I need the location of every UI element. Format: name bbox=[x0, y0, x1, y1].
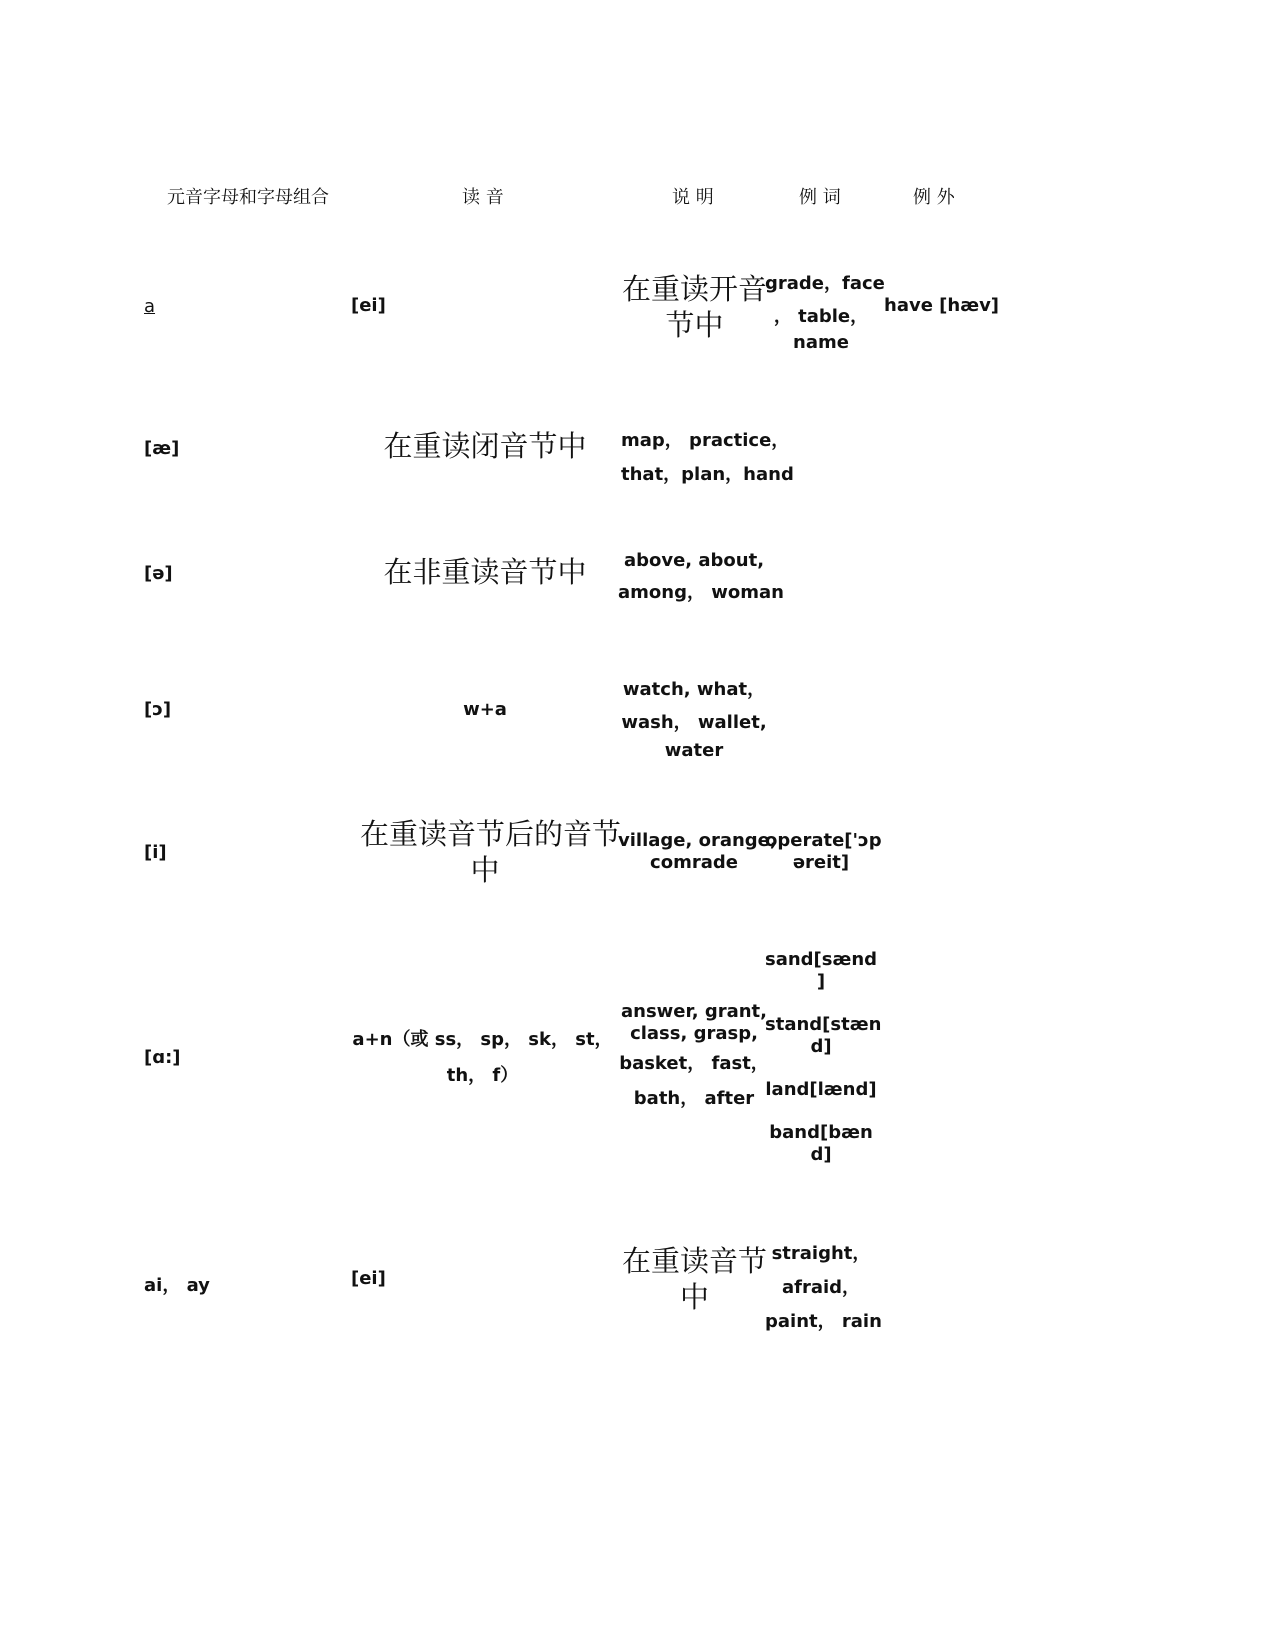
row-note: 在重读开音 节中 bbox=[622, 272, 768, 342]
row-exception: operate['ɔp əreit] bbox=[765, 830, 882, 873]
header-exceptions: 例 外 bbox=[913, 187, 955, 208]
row-examples: village, orange, comrade bbox=[618, 830, 777, 873]
row-examples: straight， afraid， paint， rain bbox=[765, 1243, 882, 1332]
row-note: 在重读音节后的音节 中 bbox=[360, 817, 622, 887]
row-sound: [ɔ] bbox=[144, 699, 172, 720]
header-pronunciation: 读 音 bbox=[462, 187, 504, 208]
header-example-words: 例 词 bbox=[799, 187, 841, 208]
row-letter: a bbox=[144, 296, 156, 317]
row-sound: [i] bbox=[144, 842, 167, 863]
row-note: 在非重读音节中 bbox=[383, 555, 587, 589]
row-note: 在重读音节 中 bbox=[622, 1244, 768, 1314]
row-sound: [ei] bbox=[351, 295, 386, 316]
row-examples: answer, grant, class, grasp, basket， fast， bath， after bbox=[619, 1001, 769, 1109]
row-sound: [ei] bbox=[351, 1268, 386, 1289]
row-examples: watch, what， wash， wallet, water bbox=[621, 679, 767, 761]
row-exception: have [hæv] bbox=[884, 295, 1000, 316]
row-letter: ai， ay bbox=[144, 1275, 210, 1296]
row-examples: grade，face ， table， name bbox=[765, 273, 885, 353]
row-note: a+n（或 ss， sp， sk， st， th， f） bbox=[352, 1029, 613, 1086]
row-examples: map， practice， that，plan，hand bbox=[621, 430, 794, 485]
header-explanation: 说 明 bbox=[672, 187, 714, 208]
header-letter-combination: 元音字母和字母组合 bbox=[167, 187, 329, 208]
row-sound: [æ] bbox=[144, 438, 180, 459]
row-note: w+a bbox=[463, 699, 507, 720]
row-sound: [ə] bbox=[144, 563, 173, 584]
row-sound: [ɑ:] bbox=[144, 1047, 181, 1068]
row-exceptions: sand[sænd ] stand[stæn d] land[lænd] band[bæn d] bbox=[765, 949, 882, 1165]
row-examples: above, about, among， woman bbox=[618, 550, 784, 603]
row-note: 在重读闭音节中 bbox=[383, 429, 587, 463]
